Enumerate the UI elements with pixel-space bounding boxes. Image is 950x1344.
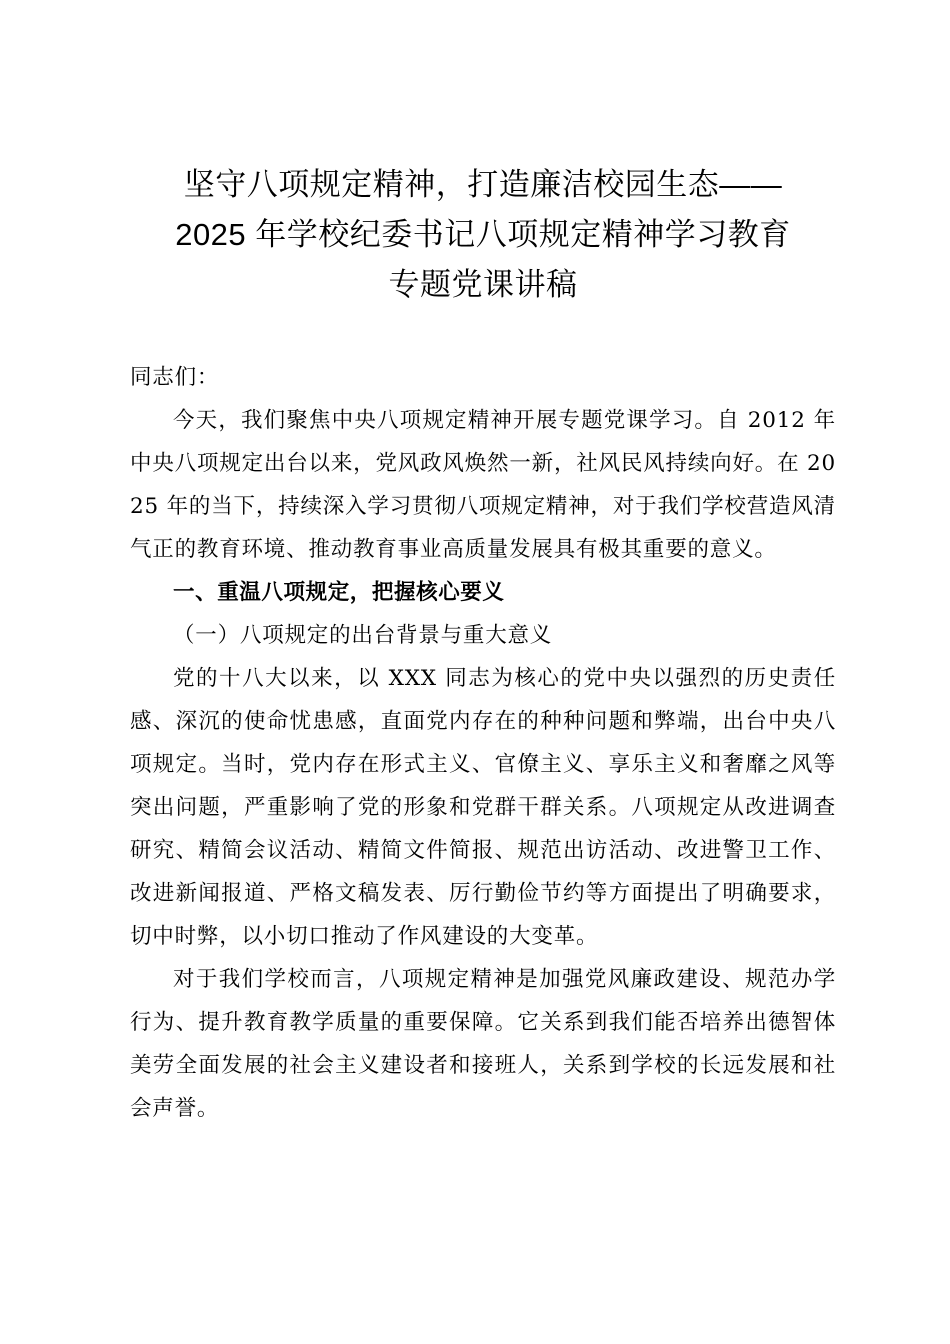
subsection-paragraph-2: 对于我们学校而言，八项规定精神是加强党风廉政建设、规范办学行为、提升教育教学质量的重要保障。它关系到我们能否培养出德智体美劳全面发展的社会主义建设者和接班人，关系到学校的长远发展和社会声誉。	[130, 967, 836, 1121]
page-title	[130, 160, 836, 310]
document-content	[130, 160, 836, 1130]
salutation: 同志们：	[130, 365, 220, 390]
title-line-2: 2025 年学校纪委书记八项规定精神学习教育	[175, 217, 791, 252]
section-heading-1: 一、重温八项规定，把握核心要义	[173, 580, 505, 604]
opening-paragraph: 今天，我们聚焦中央八项规定精神开展专题党课学习。自 2012 年中央八项规定出台以来，党风政风焕然一新，社风民风持续向好。在 2025 年的当下，持续深入学习贯彻八项规定精神，对于我们学校营造风清气正的教育环境、推动教育事业高质量发展具有极其重要的意义。	[130, 408, 836, 562]
title-line-1: 坚守八项规定精神，打造廉洁校园生态——	[183, 167, 783, 202]
subsection-paragraph-1: 党的十八大以来，以 XXX 同志为核心的党中央以强烈的历史责任感、深沉的使命忧患感，直面党内存在的种种问题和弊端，出台中央八项规定。当时，党内存在形式主义、官僚主义、享乐主义和奢靡之风等突出问题，严重影响了党的形象和党群干群关系。八项规定从改进调查研究、精简会议活动、精简文件简报、规范出访活动、改进警卫工作、改进新闻报道、严格文稿发表、厉行勤俭节约等方面提出了明确要求，切中时弊，以小切口推动了作风建设的大变革。	[130, 666, 836, 949]
title-line-3: 专题党课讲稿	[388, 267, 578, 302]
subsection-heading-1-1: （一）八项规定的出台背景与重大意义	[173, 623, 553, 648]
title-body-spacer	[130, 310, 836, 356]
